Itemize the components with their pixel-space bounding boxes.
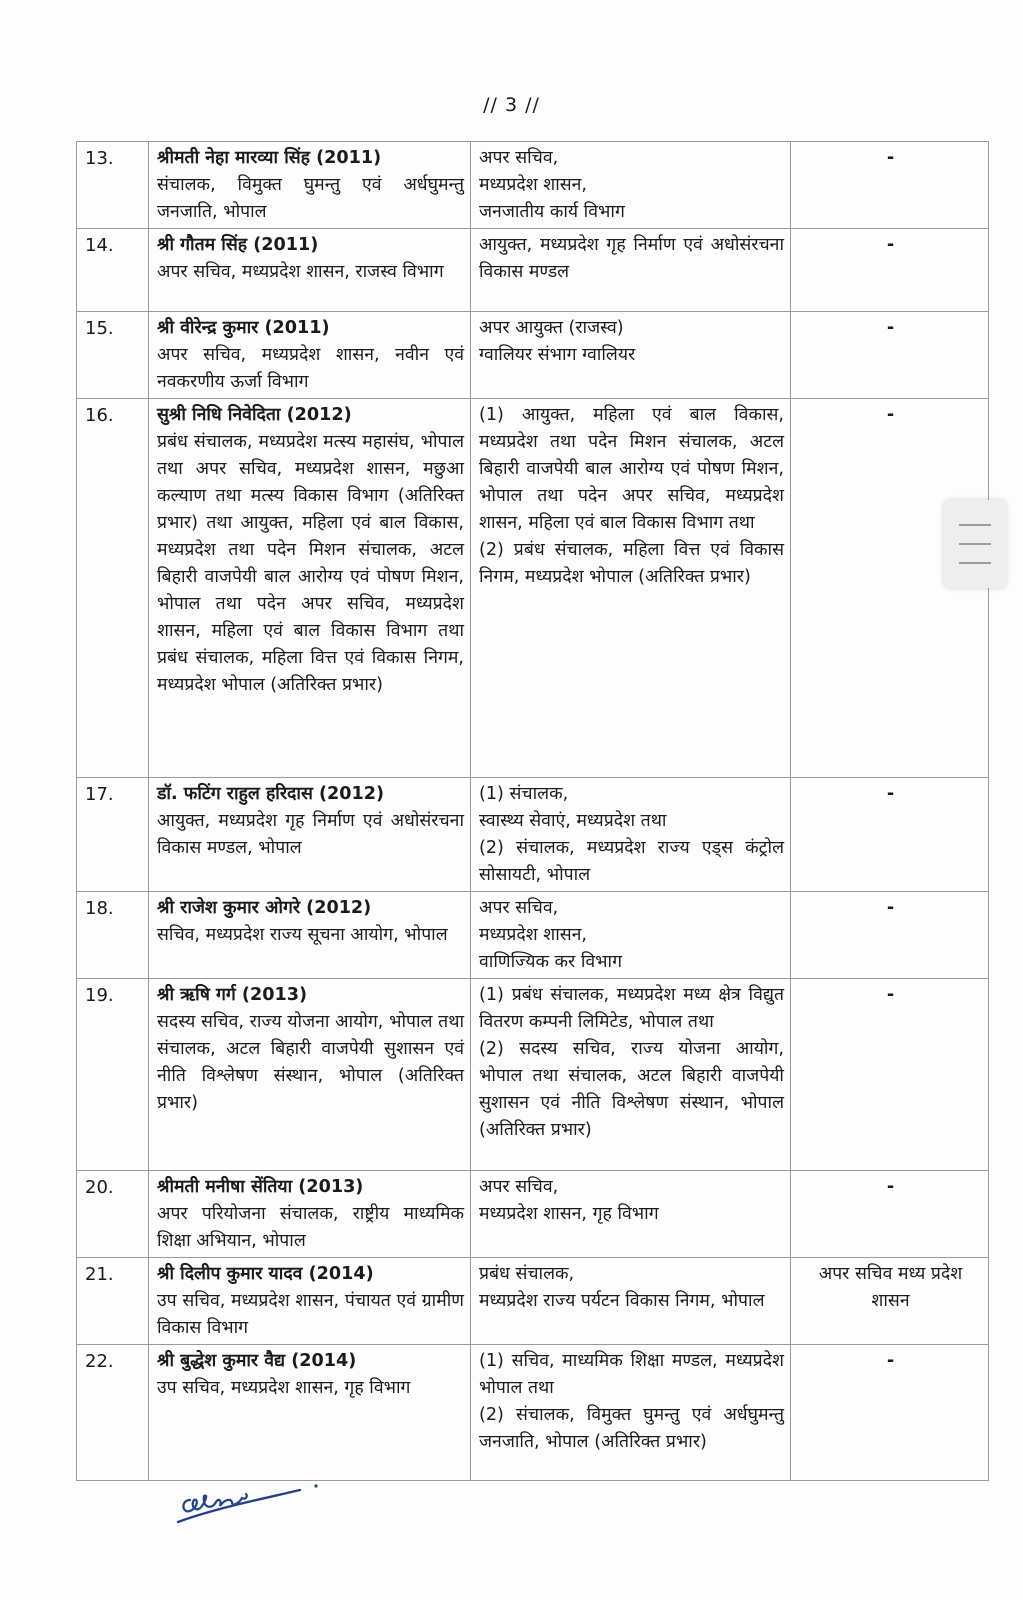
officer-cell [149, 778, 471, 892]
additional-charge-cell [791, 312, 989, 399]
officer-name: श्री वीरेन्द्र कुमार (2011) [157, 318, 330, 338]
menu-line [959, 562, 991, 564]
table-row [77, 778, 989, 892]
table-row [77, 1258, 989, 1345]
new-post-line: (2) सदस्य सचिव, राज्य योजना आयोग, भोपाल तथा संचालक, अटल बिहारी वाजपेयी सुशासन एवं नीति विश्लेषण संस्थान, भोपाल (अतिरिक्त प्रभार) [479, 1039, 784, 1140]
new-post-cell [471, 979, 791, 1171]
additional-charge-cell [791, 142, 989, 229]
table-row [77, 979, 989, 1171]
new-post-cell [471, 778, 791, 892]
new-post-line: (2) प्रबंध संचालक, महिला वित्त एवं विकास निगम, मध्यप्रदेश भोपाल (अतिरिक्त प्रभार) [479, 540, 784, 587]
current-post: सचिव, मध्यप्रदेश राज्य सूचना आयोग, भोपाल [157, 925, 448, 945]
additional-charge: - [886, 235, 895, 255]
new-post-line: वाणिज्यिक कर विभाग [479, 952, 623, 972]
new-post-line: मध्यप्रदेश शासन, [479, 175, 588, 195]
additional-charge-cell [791, 1345, 989, 1481]
serial-number: 17. [77, 778, 149, 892]
new-post-cell [471, 142, 791, 229]
officer-cell [149, 229, 471, 312]
additional-charge: - [886, 898, 895, 918]
additional-charge: - [886, 1177, 895, 1197]
new-post-line: (1) संचालक, [479, 784, 569, 804]
table-row [77, 229, 989, 312]
serial-number: 16. [77, 399, 149, 778]
additional-charge: - [886, 405, 895, 425]
officer-name: श्री बुद्धेश कुमार वैद्य (2014) [157, 1351, 357, 1371]
new-post-line: प्रबंध संचालक, [479, 1264, 575, 1284]
officer-name: डॉ. फटिंग राहुल हरिदास (2012) [157, 784, 385, 804]
page-number: // 3 // [483, 94, 540, 116]
serial-number: 18. [77, 892, 149, 979]
officer-name: श्री ऋषि गर्ग (2013) [157, 985, 307, 1005]
additional-charge: - [886, 1351, 895, 1371]
current-post: उप सचिव, मध्यप्रदेश शासन, गृह विभाग [157, 1378, 411, 1398]
serial-number: 14. [77, 229, 149, 312]
additional-charge-cell [791, 229, 989, 312]
officer-cell [149, 979, 471, 1171]
current-post: सदस्य सचिव, राज्य योजना आयोग, भोपाल तथा संचालक, अटल बिहारी वाजपेयी सुशासन एवं नीति विश्लेषण संस्थान, भोपाल (अतिरिक्त प्रभार) [157, 1012, 464, 1113]
new-post-line: ग्वालियर संभाग ग्वालियर [479, 345, 636, 365]
officer-cell [149, 1171, 471, 1258]
additional-charge: - [886, 148, 895, 168]
new-post-line: मध्यप्रदेश शासन, गृह विभाग [479, 1204, 659, 1224]
current-post: प्रबंध संचालक, मध्यप्रदेश मत्स्य महासंघ, भोपाल तथा अपर सचिव, मध्यप्रदेश शासन, मछुआ कल्याण तथा मत्स्य विकास विभाग (अतिरिक्त प्रभार) तथा आयुक्त, महिला एवं बाल विकास, मध्यप्रदेश तथा पदेन मिशन संचालक, अटल बिहारी वाजपेयी बाल आरोग्य एवं पोषण मिशन, भोपाल तथा पदेन अपर सचिव, मध्यप्रदेश शासन, महिला एवं बाल विकास विभाग तथा प्रबंध संचालक, महिला वित्त एवं विकास निगम, मध्यप्रदेश भोपाल (अतिरिक्त प्रभार) [157, 432, 464, 695]
additional-charge-cell [791, 979, 989, 1171]
current-post: अपर सचिव, मध्यप्रदेश शासन, राजस्व विभाग [157, 262, 444, 282]
table-row [77, 1345, 989, 1481]
serial-number: 19. [77, 979, 149, 1171]
new-post-line: आयुक्त, मध्यप्रदेश गृह निर्माण एवं अधोसंरचना विकास मण्डल [479, 235, 784, 282]
officer-name: श्री दिलीप कुमार यादव (2014) [157, 1264, 374, 1284]
new-post-line: मध्यप्रदेश शासन, [479, 925, 588, 945]
serial-number: 21. [77, 1258, 149, 1345]
current-post: अपर सचिव, मध्यप्रदेश शासन, नवीन एवं नवकरणीय ऊर्जा विभाग [157, 345, 464, 392]
new-post-line: अपर सचिव, [479, 1177, 559, 1197]
new-post-line: (1) आयुक्त, महिला एवं बाल विकास, मध्यप्रदेश तथा पदेन मिशन संचालक, अटल बिहारी वाजपेयी बाल आरोग्य एवं पोषण मिशन, भोपाल तथा पदेन अपर सचिव, मध्यप्रदेश शासन, महिला एवं बाल विकास विभाग तथा [479, 405, 784, 533]
table-row [77, 142, 989, 229]
table-row [77, 1171, 989, 1258]
officer-name: श्रीमती मनीषा सेंतिया (2013) [157, 1177, 364, 1197]
current-post: आयुक्त, मध्यप्रदेश गृह निर्माण एवं अधोसंरचना विकास मण्डल, भोपाल [157, 811, 464, 858]
officer-name: श्रीमती नेहा मारव्या सिंह (2011) [157, 148, 382, 168]
current-post: अपर परियोजना संचालक, राष्ट्रीय माध्यमिक शिक्षा अभियान, भोपाल [157, 1204, 464, 1251]
officer-cell [149, 892, 471, 979]
new-post-cell [471, 399, 791, 778]
new-post-line: अपर सचिव, [479, 148, 559, 168]
transfer-order-table [76, 141, 989, 1481]
new-post-cell [471, 1171, 791, 1258]
additional-charge: - [886, 318, 895, 338]
new-post-line: (1) प्रबंध संचालक, मध्यप्रदेश मध्य क्षेत्र विद्युत वितरण कम्पनी लिमिटेड, भोपाल तथा [479, 985, 784, 1032]
officer-name: श्री गौतम सिंह (2011) [157, 235, 319, 255]
additional-charge-cell [791, 778, 989, 892]
serial-number: 13. [77, 142, 149, 229]
current-post: संचालक, विमुक्त घुमन्तु एवं अर्धघुमन्तु जनजाति, भोपाल [157, 175, 464, 222]
new-post-line: (1) सचिव, माध्यमिक शिक्षा मण्डल, मध्यप्रदेश भोपाल तथा [479, 1351, 784, 1398]
serial-number: 22. [77, 1345, 149, 1481]
new-post-cell [471, 229, 791, 312]
officer-cell [149, 1345, 471, 1481]
new-post-cell [471, 312, 791, 399]
additional-charge-cell [791, 1258, 989, 1345]
table-row [77, 312, 989, 399]
officer-cell [149, 1258, 471, 1345]
additional-charge-cell [791, 1171, 989, 1258]
signature-icon [176, 1478, 336, 1538]
menu-line [959, 543, 991, 545]
new-post-line: (2) संचालक, मध्यप्रदेश राज्य एड्स कंट्रोल सोसायटी, भोपाल [479, 838, 784, 885]
new-post-cell [471, 1258, 791, 1345]
menu-lines-icon[interactable] [944, 500, 1006, 588]
menu-line [959, 524, 991, 526]
table-row [77, 399, 989, 778]
new-post-line: जनजातीय कार्य विभाग [479, 202, 625, 222]
current-post: उप सचिव, मध्यप्रदेश शासन, पंचायत एवं ग्रामीण विकास विभाग [157, 1291, 464, 1338]
serial-number: 15. [77, 312, 149, 399]
officer-cell [149, 312, 471, 399]
additional-charge-cell [791, 399, 989, 778]
officer-name: सुश्री निधि निवेदिता (2012) [157, 405, 352, 425]
new-post-line: (2) संचालक, विमुक्त घुमन्तु एवं अर्धघुमन्तु जनजाति, भोपाल (अतिरिक्त प्रभार) [479, 1405, 784, 1452]
additional-charge: - [886, 985, 895, 1005]
new-post-line: स्वास्थ्य सेवाएं, मध्यप्रदेश तथा [479, 811, 667, 831]
officer-cell [149, 399, 471, 778]
new-post-cell [471, 1345, 791, 1481]
new-post-line: अपर सचिव, [479, 898, 559, 918]
new-post-line: मध्यप्रदेश राज्य पर्यटन विकास निगम, भोपाल [479, 1291, 765, 1311]
officer-name: श्री राजेश कुमार ओगरे (2012) [157, 898, 372, 918]
additional-charge: - [886, 784, 895, 804]
additional-charge: अपर सचिव मध्य प्रदेश शासन [818, 1264, 963, 1311]
table-row [77, 892, 989, 979]
new-post-line: अपर आयुक्त (राजस्व) [479, 318, 624, 338]
additional-charge-cell [791, 892, 989, 979]
officer-cell [149, 142, 471, 229]
new-post-cell [471, 892, 791, 979]
serial-number: 20. [77, 1171, 149, 1258]
